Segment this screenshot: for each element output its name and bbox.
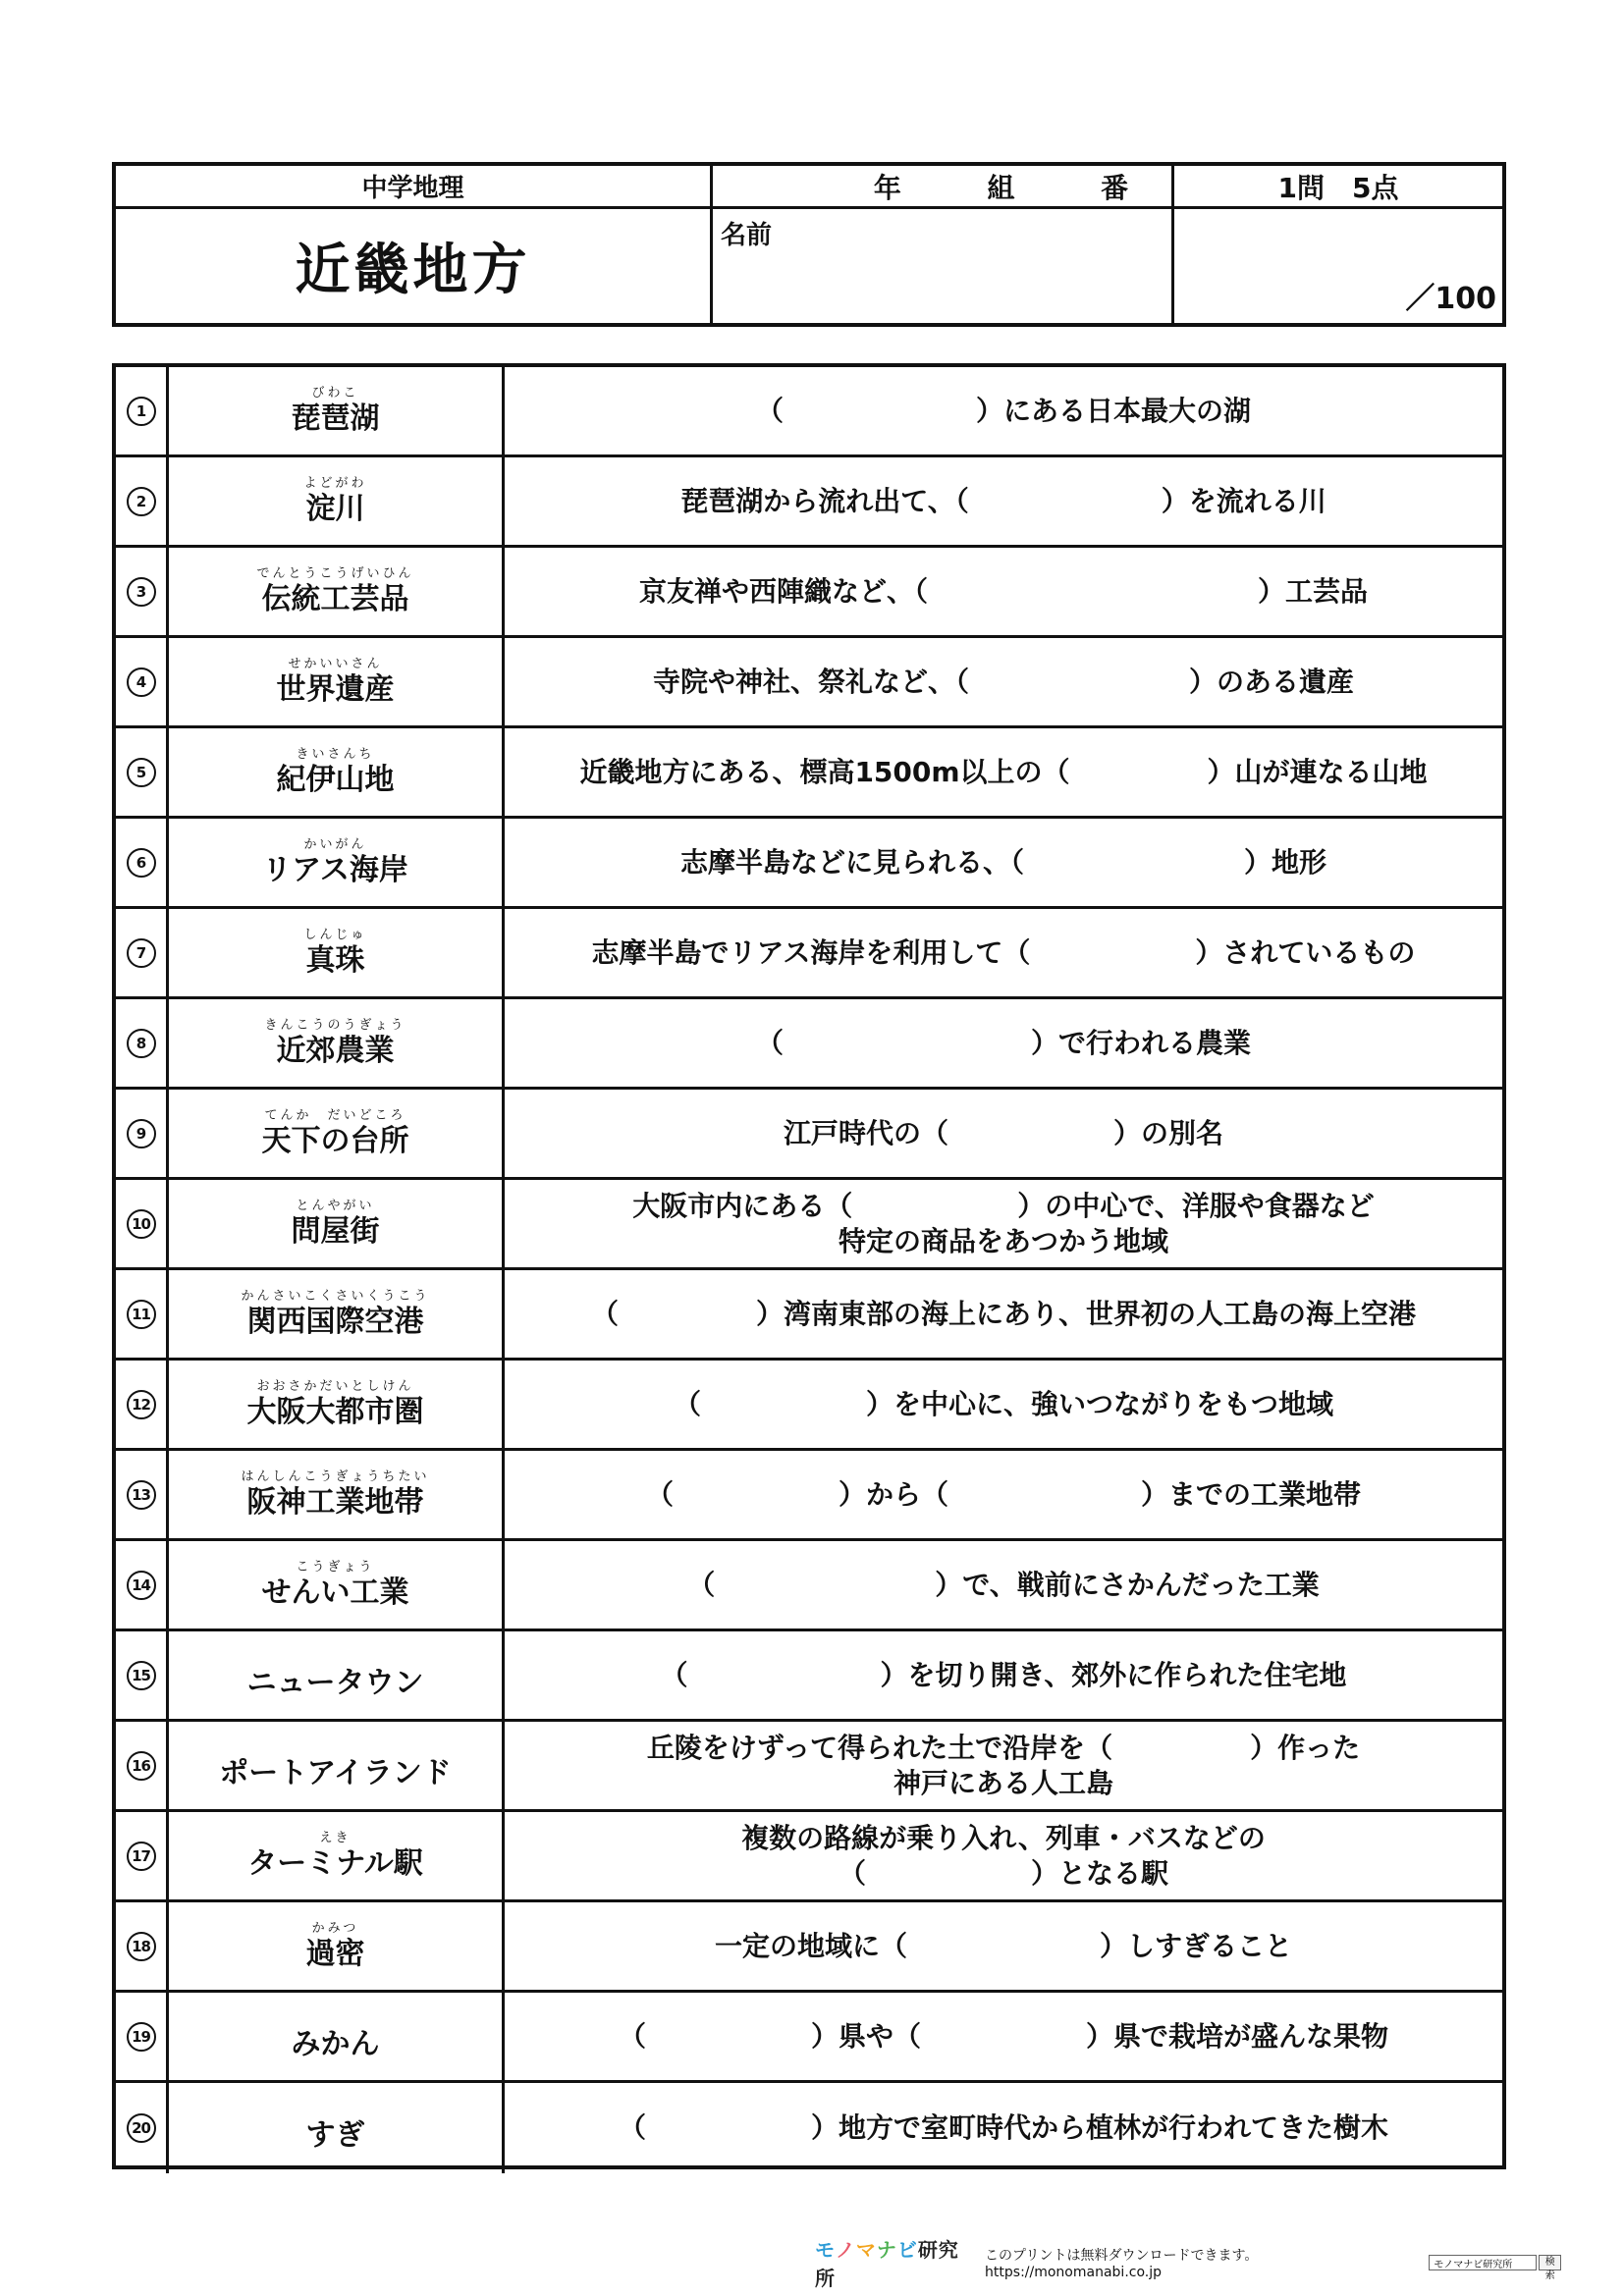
- term-reading: おおさかだいとしけん: [256, 1378, 414, 1394]
- question-number: 6: [127, 848, 156, 878]
- table-row: [116, 1180, 1502, 1270]
- term-cell: [169, 999, 505, 1087]
- points-label: 1問 5点: [1277, 171, 1399, 204]
- site-logo: モノマナビ研究所: [815, 2238, 959, 2290]
- description-line: 一定の地域に（ ）しすぎること: [714, 1929, 1292, 1962]
- term-label: ポートアイランド: [219, 1755, 452, 1790]
- term-cell: [169, 548, 505, 635]
- term-label: 伝統工芸品: [261, 581, 409, 616]
- question-number-cell: [116, 1812, 169, 1899]
- question-description: [505, 1361, 1502, 1448]
- description-line: （ ）を中心に、強いつながりをもつ地域: [673, 1387, 1333, 1420]
- question-description: [505, 1090, 1502, 1177]
- table-row: [116, 1722, 1502, 1812]
- score-cell: [1174, 209, 1502, 323]
- table-row: [116, 819, 1502, 909]
- description-line: （ ）から（ ）までの工業地帯: [645, 1477, 1361, 1511]
- question-number: 3: [127, 577, 156, 607]
- term-reading: びわこ: [311, 385, 359, 400]
- term-label: 問屋街: [291, 1213, 380, 1249]
- description-line: 複数の路線が乗り入れ、列車・バスなどの: [741, 1821, 1266, 1854]
- question-description: [505, 1993, 1502, 2080]
- question-description: [505, 638, 1502, 725]
- term-cell: [169, 2083, 505, 2173]
- term-reading: こうぎょう: [296, 1559, 375, 1575]
- question-number: 14: [127, 1571, 156, 1600]
- question-number-cell: [116, 2083, 169, 2173]
- subject-label: 中学地理: [361, 174, 464, 203]
- description-line: （ ）で、戦前にさかんだった工業: [687, 1568, 1320, 1601]
- table-row: [116, 909, 1502, 999]
- table-row: [116, 638, 1502, 728]
- term-reading: とんやがい: [296, 1198, 375, 1213]
- question-description: [505, 1270, 1502, 1358]
- term-cell: [169, 638, 505, 725]
- question-number-cell: [116, 1993, 169, 2080]
- question-description: [505, 1451, 1502, 1538]
- question-number: 1: [127, 397, 156, 426]
- question-number-cell: [116, 1361, 169, 1448]
- description-line: 大阪市内にある（ ）の中心で、洋服や食器など: [632, 1189, 1375, 1222]
- question-description: [505, 728, 1502, 816]
- question-number-cell: [116, 548, 169, 635]
- name-cell[interactable]: [713, 209, 1174, 323]
- term-label: 琵琶湖: [291, 400, 380, 436]
- term-cell: [169, 1541, 505, 1629]
- description-line: 京友禅や西陣織など、（ ）工芸品: [638, 574, 1368, 608]
- question-number: 2: [127, 487, 156, 516]
- question-number-cell: [116, 1451, 169, 1538]
- description-line: （ ）湾南東部の海上にあり、世界初の人工島の海上空港: [590, 1297, 1416, 1330]
- term-cell: [169, 909, 505, 996]
- question-number: 16: [127, 1751, 156, 1781]
- question-description: [505, 2083, 1502, 2173]
- question-description: [505, 1180, 1502, 1267]
- question-number-cell: [116, 1902, 169, 1990]
- question-number-cell: [116, 1631, 169, 1719]
- name-label: 名前: [721, 221, 773, 250]
- term-label: 関西国際空港: [246, 1304, 424, 1339]
- term-reading: しんじゅ: [303, 927, 367, 942]
- page-title: 近畿地方: [295, 239, 531, 302]
- term-label: 阪神工業地帯: [246, 1484, 424, 1520]
- term-cell: [169, 1631, 505, 1719]
- question-number: 17: [127, 1842, 156, 1871]
- term-reading: きんこうのうぎょう: [264, 1017, 406, 1033]
- description-line: （ ）で行われる農業: [755, 1026, 1251, 1059]
- term-cell: [169, 1812, 505, 1899]
- question-number: 13: [127, 1480, 156, 1510]
- points-cell: [1174, 166, 1502, 209]
- table-row: [116, 457, 1502, 548]
- question-number: 9: [127, 1119, 156, 1148]
- term-label: 大阪大都市圏: [246, 1394, 424, 1429]
- description-line: （ ）地方で室町時代から植林が行われてきた樹木: [618, 2111, 1388, 2144]
- term-cell: [169, 1270, 505, 1358]
- term-cell: [169, 367, 505, 454]
- question-number-cell: [116, 638, 169, 725]
- description-line: 寺院や神社、祭礼など、（ ）のある遺産: [652, 665, 1354, 698]
- term-label: 天下の台所: [261, 1123, 409, 1158]
- table-row: [116, 1361, 1502, 1451]
- term-cell: [169, 1993, 505, 2080]
- term-reading: かみつ: [311, 1920, 359, 1936]
- term-reading: てんか だいどころ: [264, 1107, 406, 1123]
- description-line: 志摩半島などに見られる、（ ）地形: [679, 845, 1326, 879]
- table-row: [116, 2083, 1502, 2173]
- term-cell: [169, 1902, 505, 1990]
- term-label: すぎ: [305, 2118, 365, 2153]
- question-description: [505, 548, 1502, 635]
- question-description: [505, 1722, 1502, 1809]
- description-line: 特定の商品をあつかう地域: [838, 1224, 1168, 1257]
- question-number: 7: [127, 938, 156, 968]
- question-table: [112, 363, 1506, 2169]
- term-cell: [169, 819, 505, 906]
- term-reading: かいがん: [303, 836, 367, 852]
- term-reading: よどがわ: [303, 475, 367, 491]
- description-line: （ ）を切り開き、郊外に作られた住宅地: [660, 1658, 1347, 1691]
- question-number-cell: [116, 819, 169, 906]
- term-cell: [169, 1451, 505, 1538]
- term-cell: [169, 1180, 505, 1267]
- description-line: 志摩半島でリアス海岸を利用して（ ）されているもの: [591, 935, 1416, 969]
- search-button[interactable]: 検索: [1539, 2255, 1561, 2270]
- description-line: 丘陵をけずって得られた土で沿岸を（ ）作った: [646, 1731, 1361, 1764]
- footer-note: このプリントは無料ダウンロードできます。https://monomanabi.co.jp: [985, 2248, 1259, 2280]
- table-row: [116, 1812, 1502, 1902]
- description-line: 神戸にある人工島: [893, 1766, 1113, 1799]
- question-number-cell: [116, 1722, 169, 1809]
- question-number-cell: [116, 728, 169, 816]
- question-description: [505, 1541, 1502, 1629]
- term-label: 近郊農業: [276, 1033, 395, 1068]
- number-label: 番: [1101, 171, 1129, 204]
- description-line: （ ）県や（ ）県で栽培が盛んな果物: [618, 2019, 1388, 2053]
- term-label: 過密: [305, 1936, 365, 1971]
- search-box: [1429, 2255, 1561, 2281]
- question-number-cell: [116, 1541, 169, 1629]
- term-cell: [169, 457, 505, 545]
- table-row: [116, 1451, 1502, 1541]
- question-number-cell: [116, 367, 169, 454]
- question-description: [505, 367, 1502, 454]
- term-label: ターミナル駅: [247, 1845, 423, 1881]
- question-number: 4: [127, 667, 156, 697]
- question-number: 11: [127, 1300, 156, 1329]
- table-row: [116, 1902, 1502, 1993]
- score-label: ／100: [1405, 282, 1496, 316]
- question-number: 19: [127, 2022, 156, 2052]
- question-number-cell: [116, 999, 169, 1087]
- question-number: 5: [127, 758, 156, 787]
- term-label: リアス海岸: [262, 852, 408, 887]
- year-label: 年: [873, 171, 901, 204]
- footer: [815, 2238, 1561, 2290]
- term-label: 真珠: [305, 942, 365, 978]
- term-label: 紀伊山地: [276, 762, 395, 797]
- search-input[interactable]: [1429, 2255, 1537, 2270]
- term-label: 淀川: [305, 491, 365, 526]
- question-number-cell: [116, 457, 169, 545]
- header-table: [112, 162, 1506, 327]
- question-description: [505, 1812, 1502, 1899]
- question-number-cell: [116, 1180, 169, 1267]
- title-cell: [116, 209, 713, 323]
- question-number: 8: [127, 1029, 156, 1058]
- table-row: [116, 1270, 1502, 1361]
- question-number: 12: [127, 1390, 156, 1419]
- question-description: [505, 819, 1502, 906]
- term-cell: [169, 1722, 505, 1809]
- table-row: [116, 1993, 1502, 2083]
- question-number: 10: [127, 1209, 156, 1239]
- description-line: （ ）にある日本最大の湖: [755, 394, 1251, 427]
- term-label: せんい工業: [261, 1575, 409, 1610]
- table-row: [116, 367, 1502, 457]
- term-cell: [169, 1361, 505, 1448]
- term-cell: [169, 728, 505, 816]
- table-row: [116, 1090, 1502, 1180]
- question-description: [505, 1631, 1502, 1719]
- question-description: [505, 909, 1502, 996]
- question-number-cell: [116, 909, 169, 996]
- description-line: 江戸時代の（ ）の別名: [783, 1116, 1223, 1149]
- term-reading: えき: [319, 1830, 352, 1845]
- question-description: [505, 1902, 1502, 1990]
- question-number: 20: [127, 2113, 156, 2143]
- description-line: 近畿地方にある、標高1500m以上の（ ）山が連なる山地: [579, 755, 1428, 788]
- description-line: 琵琶湖から流れ出て、（ ）を流れる川: [680, 484, 1326, 517]
- table-row: [116, 1541, 1502, 1631]
- question-description: [505, 457, 1502, 545]
- term-label: ニュータウン: [246, 1665, 424, 1700]
- term-reading: せかいいさん: [288, 656, 383, 671]
- table-row: [116, 1631, 1502, 1722]
- table-row: [116, 999, 1502, 1090]
- subject-cell: [116, 166, 713, 209]
- question-number-cell: [116, 1270, 169, 1358]
- term-reading: でんとうこうげいひん: [256, 565, 414, 581]
- term-reading: かんさいこくさいくうこう: [241, 1288, 430, 1304]
- class-cell: [713, 166, 1174, 209]
- question-description: [505, 999, 1502, 1087]
- group-label: 組: [987, 171, 1015, 204]
- table-row: [116, 728, 1502, 819]
- term-reading: きいさんち: [296, 746, 375, 762]
- question-number: 15: [127, 1661, 156, 1690]
- term-label: みかん: [291, 2026, 380, 2061]
- table-row: [116, 548, 1502, 638]
- term-reading: はんしんこうぎょうちたい: [241, 1468, 430, 1484]
- question-number: 18: [127, 1932, 156, 1961]
- question-number-cell: [116, 1090, 169, 1177]
- description-line: （ ）となる駅: [838, 1856, 1168, 1890]
- term-cell: [169, 1090, 505, 1177]
- term-label: 世界遺産: [276, 671, 395, 707]
